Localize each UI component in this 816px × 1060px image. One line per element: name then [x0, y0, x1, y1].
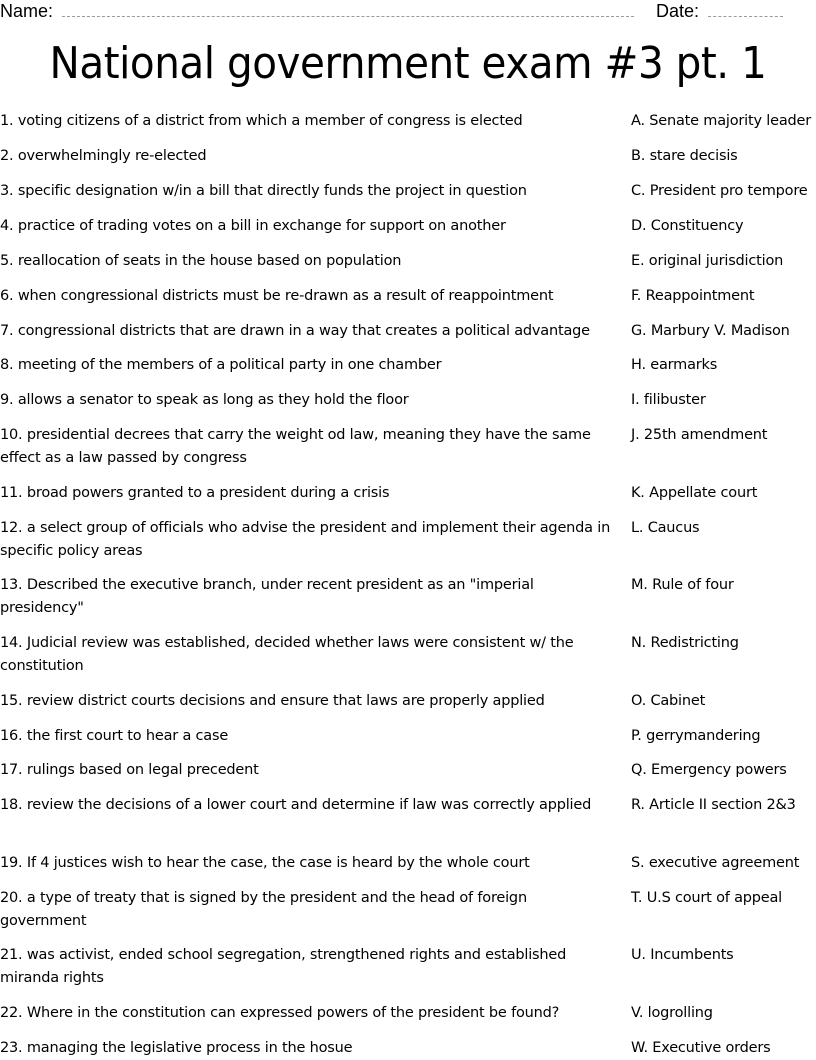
question-item: 12. a select group of officials who advise the president and implement their agenda in specific policy areas — [0, 520, 611, 559]
question-item: 1. voting citizens of a district from which a member of congress is elected — [0, 113, 523, 129]
answer-item: H. earmarks — [631, 357, 718, 373]
answer-item: K. Appellate court — [631, 485, 758, 501]
answer-item: Q. Emergency powers — [631, 762, 787, 778]
question-item: 8. meeting of the members of a political party in one chamber — [0, 357, 442, 373]
answer-item: R. Article II section 2&3 — [631, 797, 796, 813]
date-field[interactable] — [708, 16, 783, 17]
answer-item: O. Cabinet — [631, 693, 706, 709]
answer-item: M. Rule of four — [631, 577, 734, 593]
question-item: 17. rulings based on legal precedent — [0, 762, 259, 778]
answer-item: F. Reappointment — [631, 288, 755, 304]
answer-item: G. Marbury V. Madison — [631, 323, 790, 339]
question-item: 23. managing the legislative process in the hosue — [0, 1040, 353, 1056]
answer-item: B. stare decisis — [631, 148, 738, 164]
name-field[interactable] — [62, 16, 634, 17]
answer-item: L. Caucus — [631, 520, 700, 536]
question-item: 15. review district courts decisions and ensure that laws are properly applied — [0, 693, 545, 709]
answer-item: U. Incumbents — [631, 947, 734, 963]
answer-item: S. executive agreement — [631, 855, 800, 871]
page-title: National government exam #3 pt. 1 — [49, 38, 767, 89]
answer-item: V. logrolling — [631, 1005, 713, 1021]
question-item: 16. the first court to hear a case — [0, 728, 229, 744]
question-item: 18. review the decisions of a lower court and determine if law was correctly applied — [0, 797, 592, 813]
worksheet-header — [0, 0, 816, 24]
question-item: 11. broad powers granted to a president during a crisis — [0, 485, 390, 501]
answer-item: N. Redistricting — [631, 635, 739, 651]
question-item: 20. a type of treaty that is signed by the president and the head of foreign government — [0, 890, 527, 929]
answer-item: P. gerrymandering — [631, 728, 761, 744]
question-item: 9. allows a senator to speak as long as they hold the floor — [0, 392, 409, 408]
question-item: 21. was activist, ended school segregation, strengthened rights and established miranda rights — [0, 947, 567, 986]
answer-item: W. Executive orders — [631, 1040, 771, 1056]
answer-item: T. U.S court of appeal — [631, 890, 782, 906]
question-item: 19. If 4 justices wish to hear the case, the case is heard by the whole court — [0, 855, 530, 871]
question-item: 4. practice of trading votes on a bill in exchange for support on another — [0, 218, 506, 234]
answer-item: A. Senate majority leader — [631, 113, 811, 129]
question-item: 6. when congressional districts must be re-drawn as a result of reappointment — [0, 288, 554, 304]
question-item: 7. congressional districts that are drawn in a way that creates a political advantage — [0, 323, 590, 339]
answer-item: E. original jurisdiction — [631, 253, 784, 269]
question-item: 10. presidential decrees that carry the weight od law, meaning they have the same effect as a law passed by congress — [0, 427, 591, 466]
answer-item: J. 25th amendment — [631, 427, 768, 443]
question-item: 22. Where in the constitution can expressed powers of the president be found? — [0, 1005, 560, 1021]
question-item: 5. reallocation of seats in the house based on population — [0, 253, 402, 269]
question-item: 3. specific designation w/in a bill that directly funds the project in question — [0, 183, 527, 199]
date-label: Date: — [656, 1, 700, 21]
name-label: Name: — [0, 1, 54, 21]
question-item: 2. overwhelmingly re-elected — [0, 148, 207, 164]
question-item: 14. Judicial review was established, decided whether laws were consistent w/ the constitution — [0, 635, 574, 674]
answer-item: C. President pro tempore — [631, 183, 808, 199]
question-item: 13. Described the executive branch, under recent president as an "imperial presidency" — [0, 577, 534, 616]
answer-item: D. Constituency — [631, 218, 744, 234]
answer-item: I. filibuster — [631, 392, 706, 408]
